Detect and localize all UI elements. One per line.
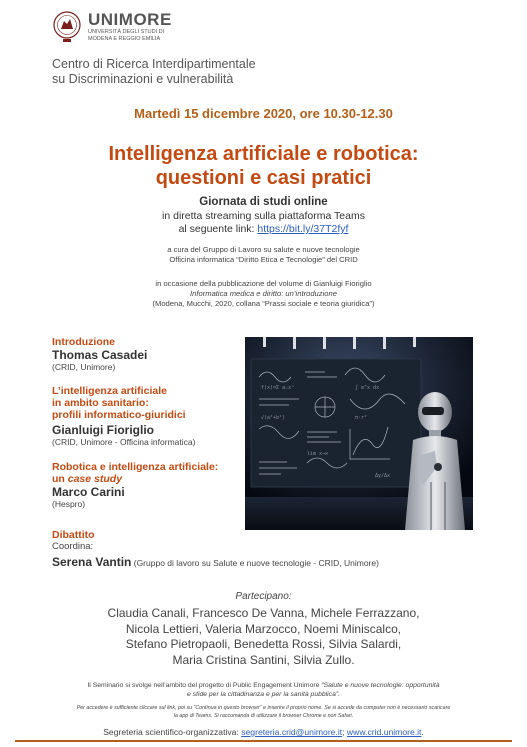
publication-line1: in occasione della pubblicazione del volume di Gianluigi Fioriglio xyxy=(155,279,372,288)
teams-link[interactable]: https://bit.ly/37T2fyf xyxy=(257,223,349,235)
rob-title-italic: case study xyxy=(67,473,123,485)
logo-subtitle-line1: UNIVERSITÀ DEGLI STUDI DI xyxy=(88,29,165,35)
dib-speaker-row xyxy=(52,553,482,571)
participants-list xyxy=(0,606,527,668)
rob-title-line1: Robotica e intelligenza artificiale: xyxy=(52,461,219,473)
seminar-note-line1 xyxy=(0,681,527,690)
centro-line2: su Discriminazioni e vulnerabilità xyxy=(52,72,234,86)
university-seal-icon xyxy=(52,10,82,44)
ia-title-line1: L’intelligenza artificiale xyxy=(52,385,167,397)
organizer-line2: Officina informatica “Diritto Etica e Tecnologie” del CRID xyxy=(169,255,358,264)
logo-name: UNIMORE xyxy=(88,10,172,29)
ia-speaker: Gianluigi Fioriglio xyxy=(52,423,154,437)
robot-blackboard-image xyxy=(245,337,473,530)
dib-title: Dibattito xyxy=(52,529,95,541)
seminar-note-line2: e sfide per la cittadinanza e per la sanità pubblica”. xyxy=(186,691,341,698)
logo-subtitle-line2: MODENA E REGGIO EMILIA xyxy=(88,36,161,42)
intro-affiliation: (CRID, Unimore) xyxy=(52,362,116,372)
streaming-line1: in diretta streaming sulla piattaforma Teams xyxy=(162,210,365,222)
bottom-divider xyxy=(15,740,512,742)
program-dibattito xyxy=(52,529,482,571)
organizer-line1: a cura del Gruppo di Lavoro su salute e nuove tecnologie xyxy=(167,245,360,254)
seminar-note xyxy=(0,681,527,699)
centro-name xyxy=(52,57,256,87)
svg-text:Δy/Δx: Δy/Δx xyxy=(375,473,391,479)
rob-affiliation: (Hespro) xyxy=(52,499,86,509)
participants-line3: Stefano Pietropaoli, Benedetta Rossi, Silvia Salardi, xyxy=(125,637,402,651)
organizer-info xyxy=(0,245,527,265)
participants-line4: Maria Cristina Santini, Silvia Zullo. xyxy=(172,652,355,667)
access-note-line1: Per accedere è sufficiente cliccare sul link, poi su “Continua in questo browser” e inserire il proprio nome. Se si accede da computer non è necessario scaricare xyxy=(76,705,451,711)
participants-line2: Nicola Lettieri, Valeria Marzocco, Noemi Miniscalco, xyxy=(125,621,402,636)
streaming-line2 xyxy=(0,223,527,236)
secretariat-email-link[interactable]: segreteria.crid@unimore.it xyxy=(241,727,343,737)
svg-text:∫ e^x dx: ∫ e^x dx xyxy=(355,385,380,391)
ia-title-line2: in ambito sanitario: xyxy=(52,397,149,409)
access-note xyxy=(0,704,527,720)
robot-blackboard-illustration xyxy=(245,337,473,530)
publication-line2: Informatica medica e diritto: un’introduzione xyxy=(190,289,337,298)
dib-coord: Coordina: xyxy=(52,541,94,552)
secretariat-sep: ; xyxy=(342,727,347,737)
giornata-label: Giornata di studi online xyxy=(199,196,328,208)
secretariat-end: . xyxy=(421,727,424,737)
event-title-line2: questioni e casi pratici xyxy=(155,167,372,189)
ia-title-line3: profili informatico-giuridici xyxy=(52,409,186,421)
svg-text:π·r²: π·r² xyxy=(355,415,368,421)
secretariat-info xyxy=(0,727,527,737)
streaming-info xyxy=(0,210,527,236)
secretariat-label: Segreteria scientifico-organizzativa: xyxy=(103,727,242,737)
seminar-note-b: “Salute e nuove tecnologie: opportunità xyxy=(321,682,440,689)
intro-title: Introduzione xyxy=(52,336,115,348)
rob-speaker: Marco Carini xyxy=(52,485,125,499)
rob-title-line2 xyxy=(52,473,232,485)
link-prefix: al seguente link: xyxy=(178,223,258,235)
event-title xyxy=(0,142,527,190)
program-robotica xyxy=(52,461,232,510)
logo-subtitle xyxy=(88,29,164,43)
participants-label: Partecipano: xyxy=(235,591,292,602)
crid-website-link[interactable]: www.crid.unimore.it xyxy=(346,727,422,737)
publication-line3: (Modena, Mucchi, 2020, collana “Prassi sociale e teoria giuridica”) xyxy=(152,299,375,308)
dib-speaker: Serena Vantin xyxy=(52,555,132,569)
participants-line1: Claudia Canali, Francesco De Vanna, Michele Ferrazzano, xyxy=(107,606,420,620)
svg-text:lim x→∞: lim x→∞ xyxy=(307,451,329,457)
ia-affiliation: (CRID, Unimore - Officina informatica) xyxy=(52,437,196,447)
event-title-line1: Intelligenza artificiale e robotica: xyxy=(108,143,419,165)
program-ia xyxy=(52,385,232,448)
seminar-note-a: Il Seminario si svolge nell’ambito del progetto di Public Engagement Unimore xyxy=(87,682,322,689)
rob-title-prefix: un xyxy=(52,473,68,485)
svg-text:f(x)=Σ aₙxⁿ: f(x)=Σ aₙxⁿ xyxy=(261,385,295,391)
svg-text:√(a²+b²): √(a²+b²) xyxy=(261,415,286,421)
event-date: Martedì 15 dicembre 2020, ore 10.30-12.30 xyxy=(134,106,393,121)
access-note-line2: la app di Teams. Si raccomanda di utilizzare il browser Chrome e non Safari. xyxy=(173,713,354,719)
centro-line1: Centro di Ricerca Interdipartimentale xyxy=(52,57,256,71)
program-intro xyxy=(52,336,232,373)
intro-speaker: Thomas Casadei xyxy=(52,348,148,362)
dib-affiliation: (Gruppo di lavoro su Salute e nuove tecnologie - CRID, Unimore) xyxy=(131,558,379,568)
publication-info xyxy=(0,279,527,309)
